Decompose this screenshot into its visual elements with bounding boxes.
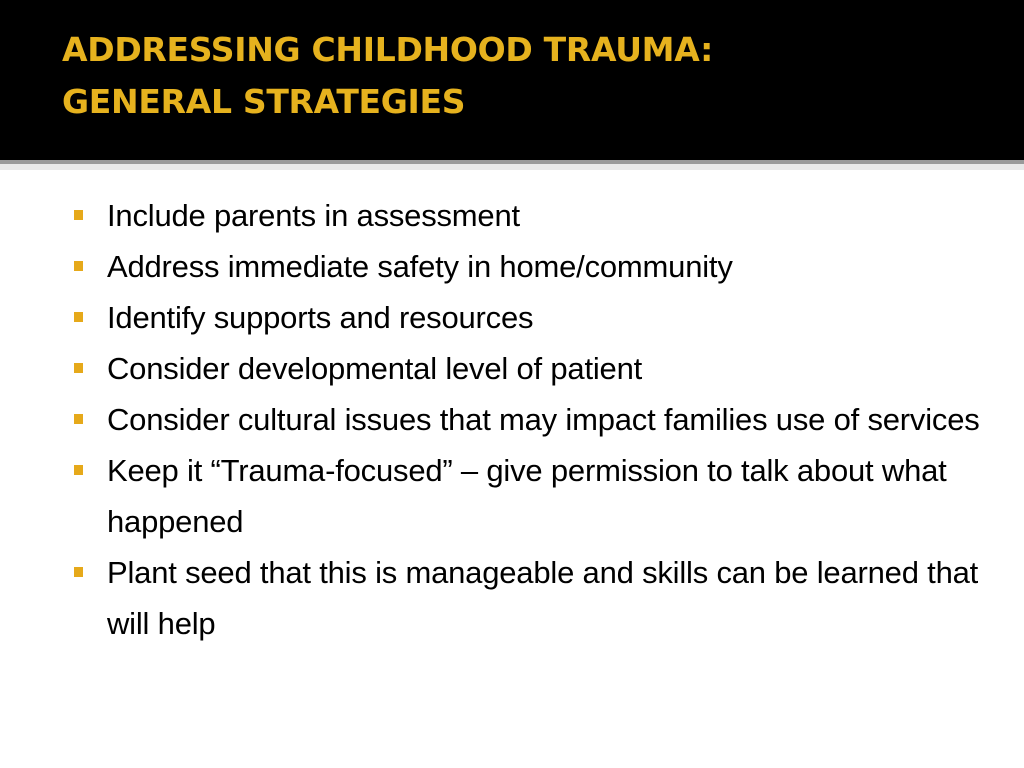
square-bullet-icon xyxy=(74,261,83,271)
bullet-list xyxy=(0,190,1010,649)
bullet-text: Keep it “Trauma-focused” – give permission to talk about what happened xyxy=(107,453,947,539)
bullet-item xyxy=(0,343,1010,394)
bullet-item xyxy=(0,190,1010,241)
title-bar xyxy=(0,0,1024,160)
square-bullet-icon xyxy=(74,312,83,322)
bullet-item xyxy=(0,292,1010,343)
bullet-text: Plant seed that this is manageable and skills can be learned that will help xyxy=(107,555,979,641)
bullet-item xyxy=(0,547,1010,649)
bullet-text: Address immediate safety in home/community xyxy=(107,249,733,284)
title-divider-shadow xyxy=(0,164,1024,170)
slide-title-line-2: GENERAL STRATEGIES xyxy=(62,82,466,121)
bullet-text: Identify supports and resources xyxy=(107,300,534,335)
square-bullet-icon xyxy=(74,210,83,220)
bullet-item xyxy=(0,445,1010,547)
bullet-text: Include parents in assessment xyxy=(107,198,520,233)
square-bullet-icon xyxy=(74,567,83,577)
square-bullet-icon xyxy=(74,363,83,373)
bullet-text: Consider cultural issues that may impact families use of services xyxy=(107,402,980,437)
bullet-item xyxy=(0,394,1010,445)
bullet-item xyxy=(0,241,1010,292)
square-bullet-icon xyxy=(74,414,83,424)
square-bullet-icon xyxy=(74,465,83,475)
slide-title xyxy=(62,24,713,128)
slide-title-line-1: ADDRESSING CHILDHOOD TRAUMA: xyxy=(62,30,713,69)
bullet-text: Consider developmental level of patient xyxy=(107,351,643,386)
